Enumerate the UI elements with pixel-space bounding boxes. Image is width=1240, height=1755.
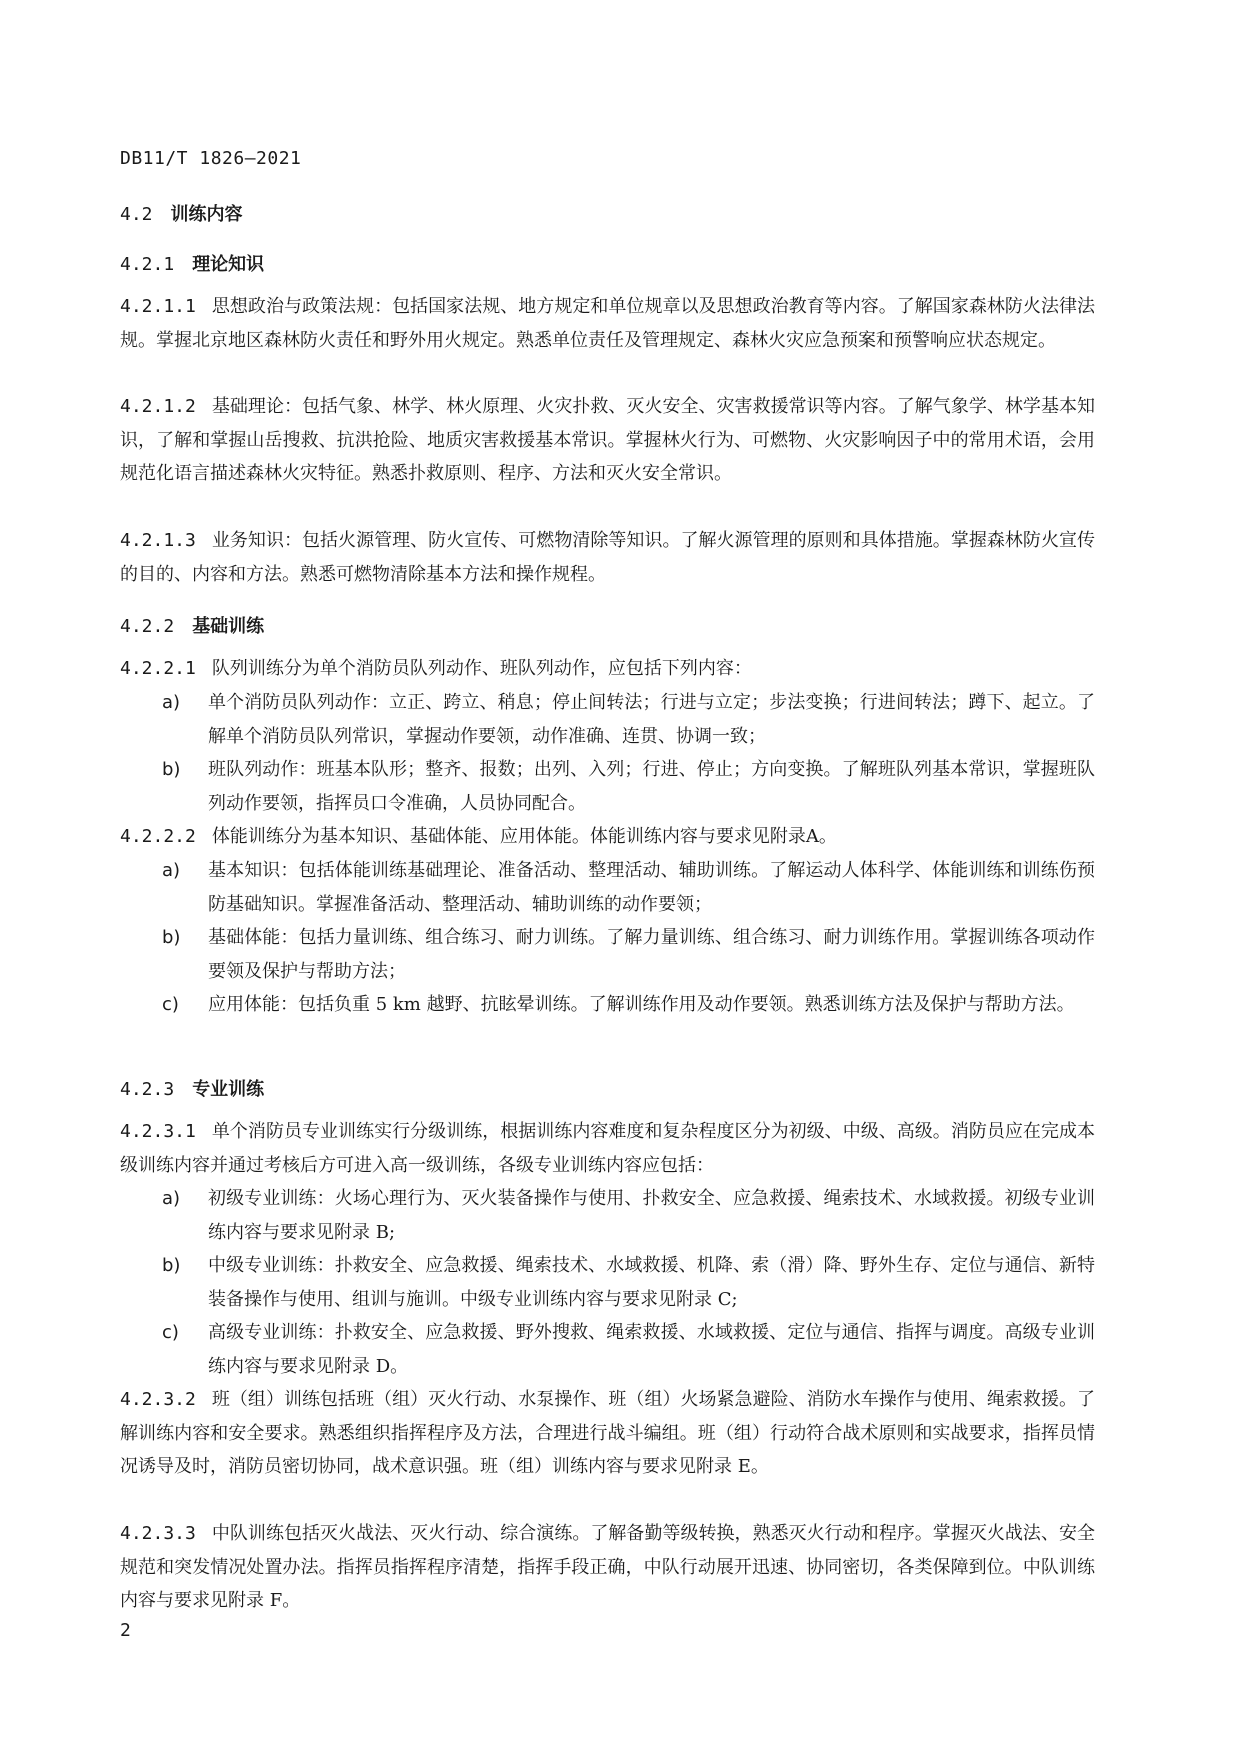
section-heading-4-2-1 xyxy=(120,250,264,276)
clause-number: 4.2.2.1 xyxy=(120,658,196,679)
clause-number: 4.2.2.2 xyxy=(120,826,196,847)
list-item-text: 中级专业训练：扑救安全、应急救援、绳索技术、水域救援、机降、索（滑）降、野外生存、定位与通信、新特装备操作与使用、组训与施训。中级专业训练内容与要求见附录 C; xyxy=(208,1255,1095,1310)
list-item-text: 基础体能：包括力量训练、组合练习、耐力训练。了解力量训练、组合练习、耐力训练作用。掌握训练各项动作要领及保护与帮助方法； xyxy=(208,927,1095,982)
list-item xyxy=(162,1249,1095,1316)
clause-4-2-1-1 xyxy=(120,290,1095,357)
section-heading-4-2-3 xyxy=(120,1075,264,1101)
list-item-text: 单个消防员队列动作：立正、跨立、稍息；停止间转法；行进与立定；步法变换；行进间转法；蹲下、起立。了解单个消防员队列常识，掌握动作要领，动作准确、连贯、协调一致； xyxy=(208,692,1095,747)
list-item xyxy=(162,854,1095,921)
clause-4-2-3-1 xyxy=(120,1115,1095,1182)
section-heading-4-2-2 xyxy=(120,612,264,638)
list-item-text: 高级专业训练：扑救安全、应急救援、野外搜救、绳索救援、水域救援、定位与通信、指挥与调度。高级专业训练内容与要求见附录 D。 xyxy=(208,1322,1095,1377)
list-item-text: 应用体能：包括负重 5 km 越野、抗眩晕训练。了解训练作用及动作要领。熟悉训练方法及保护与帮助方法。 xyxy=(208,994,1075,1015)
clause-text: 单个消防员专业训练实行分级训练，根据训练内容难度和复杂程度区分为初级、中级、高级。消防员应在完成本级训练内容并通过考核后方可进入高一级训练，各级专业训练内容应包括： xyxy=(120,1121,1095,1176)
list-item xyxy=(162,988,1095,1022)
list-marker: a) xyxy=(162,860,181,881)
clause-4-2-2-1 xyxy=(120,652,1095,686)
clause-text: 基础理论：包括气象、林学、林火原理、火灾扑救、灭火安全、灾害救援常识等内容。了解气象学、林学基本知识，了解和掌握山岳搜救、抗洪抢险、地质灾害救援基本常识。掌握林火行为、可燃物、火灾影响因子中的常用术语，会用规范化语言描述森林火灾特征。熟悉扑救原则、程序、方法和灭火安全常识。 xyxy=(120,396,1095,484)
section-number: 4.2.3 xyxy=(120,1079,175,1100)
clause-4-2-2-2 xyxy=(120,820,1095,854)
section-number: 4.2.1 xyxy=(120,254,175,275)
section-title: 专业训练 xyxy=(192,1079,265,1100)
clause-text: 体能训练分为基本知识、基础体能、应用体能。体能训练内容与要求见附录A。 xyxy=(211,826,837,847)
clause-4-2-3-3 xyxy=(120,1517,1095,1618)
list-marker: c) xyxy=(162,994,179,1015)
list-marker: a) xyxy=(162,1188,181,1209)
list-marker: c) xyxy=(162,1322,179,1343)
clause-text: 业务知识：包括火源管理、防火宣传、可燃物清除等知识。了解火源管理的原则和具体措施。掌握森林防火宣传的目的、内容和方法。熟悉可燃物清除基本方法和操作规程。 xyxy=(120,530,1095,585)
clause-4-2-1-3 xyxy=(120,524,1095,591)
list-item xyxy=(162,753,1095,820)
list-marker: b) xyxy=(162,927,181,948)
clause-number: 4.2.3.2 xyxy=(120,1389,196,1410)
clause-text: 思想政治与政策法规：包括国家法规、地方规定和单位规章以及思想政治教育等内容。了解国家森林防火法律法规。掌握北京地区森林防火责任和野外用火规定。熟悉单位责任及管理规定、森林火灾应急预案和预警响应状态规定。 xyxy=(120,296,1095,351)
list-item-text: 班队列动作：班基本队形；整齐、报数；出列、入列；行进、停止；方向变换。了解班队列基本常识，掌握班队列动作要领，指挥员口令准确，人员协同配合。 xyxy=(208,759,1095,814)
clause-number: 4.2.1.3 xyxy=(120,530,196,551)
clause-number: 4.2.3.3 xyxy=(120,1523,196,1544)
clause-text: 队列训练分为单个消防员队列动作、班队列动作，应包括下列内容： xyxy=(211,658,752,679)
list-marker: a) xyxy=(162,692,181,713)
document-page xyxy=(120,0,1100,1755)
clause-number: 4.2.1.1 xyxy=(120,296,196,317)
section-heading-4-2 xyxy=(120,200,243,226)
clause-text: 中队训练包括灭火战法、灭火行动、综合演练。了解备勤等级转换，熟悉灭火行动和程序。掌握灭火战法、安全规范和突发情况处置办法。指挥员指挥程序清楚，指挥手段正确，中队行动展开迅速、协同密切，各类保障到位。中队训练内容与要求见附录 F。 xyxy=(120,1523,1095,1611)
list-item-text: 初级专业训练：火场心理行为、灭火装备操作与使用、扑救安全、应急救援、绳索技术、水域救援。初级专业训练内容与要求见附录 B; xyxy=(208,1188,1095,1243)
document-code: DB11/T 1826—2021 xyxy=(120,148,302,169)
list-marker: b) xyxy=(162,759,181,780)
section-title: 训练内容 xyxy=(170,204,243,225)
list-item xyxy=(162,1316,1095,1383)
section-number: 4.2.2 xyxy=(120,616,175,637)
clause-4-2-1-2 xyxy=(120,390,1095,491)
clause-number: 4.2.1.2 xyxy=(120,396,196,417)
list-item xyxy=(162,686,1095,753)
clause-number: 4.2.3.1 xyxy=(120,1121,196,1142)
section-number: 4.2 xyxy=(120,204,153,225)
section-title: 理论知识 xyxy=(192,254,265,275)
clause-text: 班（组）训练包括班（组）灭火行动、水泵操作、班（组）火场紧急避险、消防水车操作与使用、绳索救援。了解训练内容和安全要求。熟悉组织指挥程序及方法，合理进行战斗编组。班（组）行动符合战术原则和实战要求，指挥员情况诱导及时，消防员密切协同，战术意识强。班（组）训练内容与要求见附录 E。 xyxy=(120,1389,1095,1477)
list-marker: b) xyxy=(162,1255,181,1276)
list-item xyxy=(162,921,1095,988)
section-title: 基础训练 xyxy=(192,616,265,637)
clause-4-2-3-2 xyxy=(120,1383,1095,1484)
list-item xyxy=(162,1182,1095,1249)
list-item-text: 基本知识：包括体能训练基础理论、准备活动、整理活动、辅助训练。了解运动人体科学、体能训练和训练伤预防基础知识。掌握准备活动、整理活动、辅助训练的动作要领； xyxy=(208,860,1095,915)
page-number: 2 xyxy=(120,1620,131,1641)
